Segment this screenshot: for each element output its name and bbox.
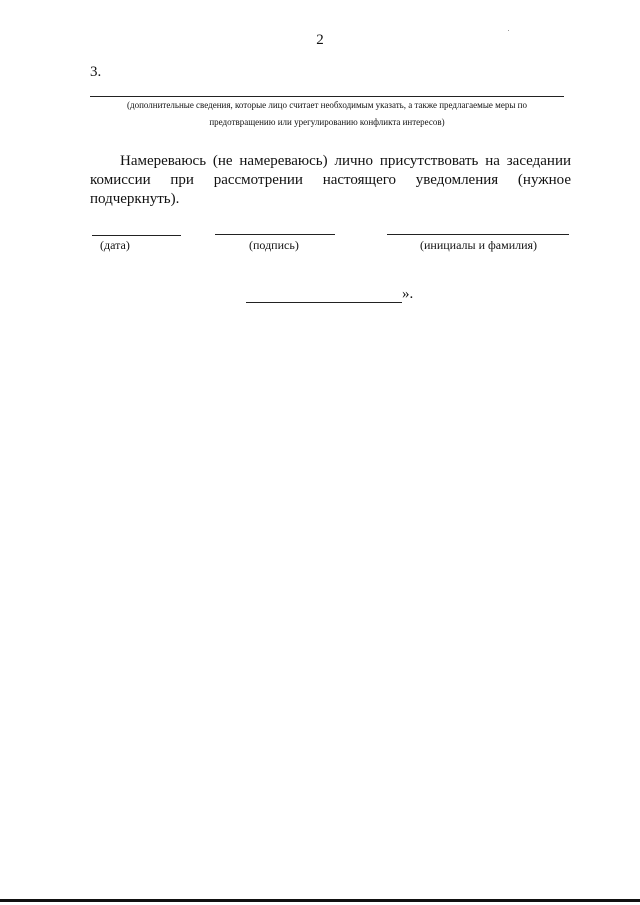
closing-fill-line [246, 302, 402, 303]
page-bottom-border [0, 899, 640, 902]
signature-label: (подпись) [249, 238, 299, 252]
date-label: (дата) [100, 238, 130, 252]
date-fill-line [92, 235, 181, 236]
additional-info-hint-line-2: предотвращению или урегулированию конфликта интересов) [209, 117, 445, 127]
page-number: 2 [316, 32, 324, 48]
additional-info-fill-line [90, 96, 564, 97]
attendance-intent-line-1: Намереваюсь (не намереваюсь) лично присутствовать на заседании [120, 153, 571, 169]
scan-speck [508, 30, 509, 31]
attendance-intent-line-2: комиссии при рассмотрении настоящего уведомления (нужное [90, 172, 571, 188]
additional-info-hint-line-1: (дополнительные сведения, которые лицо считает необходимым указать, а также предлагаемые меры по [127, 100, 527, 110]
section-number: 3. [90, 64, 102, 80]
name-fill-line [387, 234, 569, 235]
closing-quote: ». [402, 286, 414, 302]
name-label: (инициалы и фамилия) [420, 238, 538, 252]
signature-fill-line [215, 234, 335, 235]
attendance-intent-paragraph [90, 152, 571, 209]
attendance-intent-line-3: подчеркнуть). [90, 191, 180, 207]
